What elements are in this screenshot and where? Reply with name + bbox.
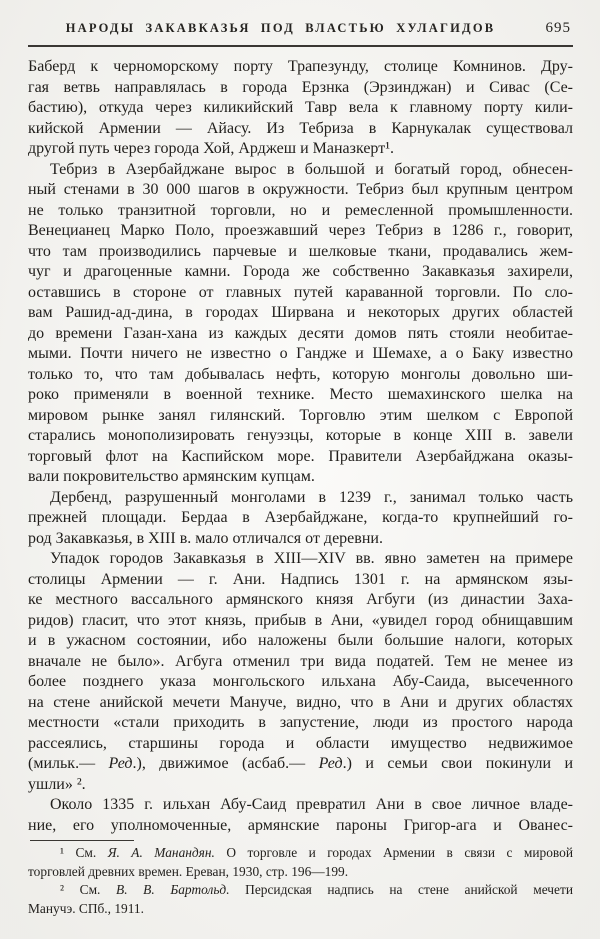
body-line: ридов) гласит, что этот князь, прибыв в Ани, «увидел город обнищавшим [28, 611, 573, 629]
footnote-line: ² См. В. В. Бартольд. Персидская надпись на стене анийской мечети [60, 882, 573, 898]
body-line: бастию), откуда через киликийский Тавр вела к главному порту кили- [28, 99, 573, 116]
body-line: торговый флот на Каспийском море. Правители Азербайджана оказы- [28, 447, 573, 465]
footnotes [28, 844, 573, 918]
body-line: оставшись в стороне от главных путей караванной торговли. По сло- [28, 283, 573, 301]
page-number: 695 [545, 20, 571, 36]
body-line: Около 1335 г. ильхан Абу-Саид превратил Ани в свое личное владе- [50, 796, 573, 813]
body-line: Баберд к черноморскому порту Трапезунду, столице Комнинов. Дру- [28, 58, 573, 75]
footnote-line: ¹ См. Я. А. Манандян. О торговле и городах Армении в связи с мировой [60, 845, 573, 860]
body-line: другой путь через города Хой, Арджеш и Маназкерт¹. [28, 140, 395, 157]
body-line: на стене анийской мечети Мануче, видно, что в Ани и других областях [28, 693, 573, 711]
body-line: старались монополизировать генуэзцы, которые в конце XIII в. завели [28, 427, 573, 444]
body-line: Дербенд, разрушенный монголами в 1239 г., занимал только часть [50, 488, 573, 506]
body-line: чуг и драгоценные камни. Города же собственно Закавказья захирели, [28, 263, 573, 280]
body-line: вам Рашид-ад-дина, в городах Ширвана и некоторых других областей [28, 304, 573, 321]
header-rule [28, 45, 573, 47]
body-line: что там производились парчевые и шелковые ткани, продавались жем- [28, 242, 573, 260]
body-line: гая ветвь направлялась в города Ерзнка (Эрзинджан) и Сивас (Се- [28, 78, 573, 96]
body-line: рассеялись, старшины города и области имущество недвижимое [28, 734, 573, 752]
body-line: роко применяли в военной технике. Место шемахинского шелка на [28, 386, 573, 403]
footnote-line: торговлей древних времен. Ереван, 1930, стр. 196—199. [28, 863, 349, 879]
running-head [28, 21, 573, 38]
body-line: и в ужасном состоянии, ибо наложены были большие налоги, которых [28, 632, 573, 649]
body-text [28, 57, 573, 836]
body-line: род Закавказья, в XIII в. мало отличался от деревни. [28, 529, 383, 547]
body-line: вначале не было». Агбуга отменил три вида податей. Тем не менее из [28, 652, 573, 670]
body-line: мировом рынке занял гилянский. Торговлю этим шелком с Европой [28, 406, 573, 424]
body-line: (мильк.— Ред.), движимое (асбаб.— Ред.) и семьи свои покинули и [28, 755, 573, 772]
body-line: Венецианец Марко Поло, проезжавший через Тебриз в 1286 г., говорит, [28, 222, 573, 239]
footnote-divider [30, 840, 134, 841]
body-line: ке местного вассального армянского князя Агбуги (из династии Заха- [28, 591, 573, 608]
body-line: мыми. Почти ничего не известно о Гандже и Шемахе, а о Баку известно [28, 345, 573, 362]
body-line: только то, что там добывалась нефть, которую монголы довольно ши- [28, 365, 573, 383]
body-line: до времени Газан-хана из каждых десяти домов пять стояли необитае- [28, 324, 573, 342]
body-line: ние, его уполномоченные, армянские пароны Григор-ага и Ованес- [28, 816, 573, 834]
body-line: кийской Армении — Айасу. Из Тебриза в Карнукалак существовал [28, 119, 573, 137]
body-line: ный стенами в 30 000 шагов в окружности. Тебриз был крупным центром [28, 181, 573, 198]
body-line: столицы Армении — г. Ани. Надпись 1301 г. на армянском язы- [28, 570, 573, 588]
body-line: не только транзитной торговли, но и ремесленной промышленности. [28, 201, 573, 219]
running-head-title: НАРОДЫ ЗАКАВКАЗЬЯ ПОД ВЛАСТЬЮ ХУЛАГИДОВ [65, 21, 496, 35]
body-line: более позднего указа монгольского ильхана Абу-Саида, высеченного [28, 673, 573, 690]
body-line: местности «стали приходить в запустение, люди из простого народа [28, 714, 573, 731]
body-line: Тебриз в Азербайджане вырос в большой и богатый город, обнесен- [50, 160, 573, 178]
body-line: вали покровительство армянским купцам. [28, 468, 315, 485]
body-line: ушли» ². [28, 775, 86, 793]
footnote-line: Манучэ. СПб., 1911. [28, 900, 144, 916]
body-line: Упадок городов Закавказья в XIII—XIV вв. явно заметен на примере [50, 550, 573, 567]
body-line: прежней площади. Бердаа в Азербайджане, когда-то крупнейший го- [28, 509, 573, 526]
